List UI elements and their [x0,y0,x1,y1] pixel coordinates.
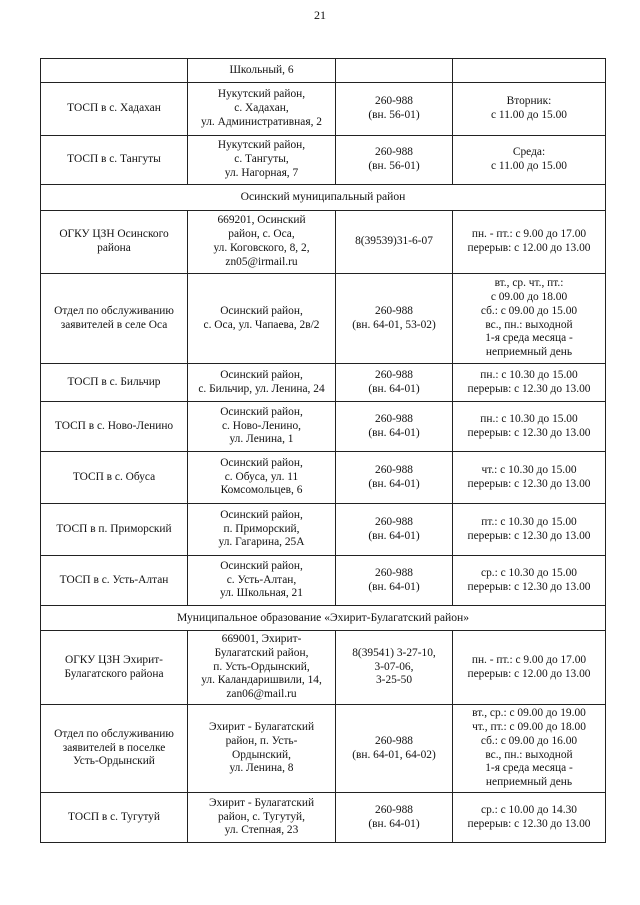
phone-cell: 260-988 (вн. 64-01) [336,793,453,843]
phone-cell: 260-988 (вн. 56-01) [336,83,453,136]
address-cell: Нукутский район, с. Тангуты, ул. Нагорная, 7 [188,136,336,185]
table-row [41,211,606,274]
office-name-cell: Отдел по обслуживанию заявителей в селе Оса [41,274,188,364]
table-row [41,274,606,364]
hours-cell: чт.: с 10.30 до 15.00 перерыв: с 12.30 до 13.00 [453,452,606,504]
phone-cell: 260-988 (вн. 64-01, 53-02) [336,274,453,364]
page-number: 21 [314,8,326,22]
address-cell: Осинский район, с. Обуса, ул. 11 Комсомольцев, 6 [188,452,336,504]
hours-cell: вт., ср. чт., пт.: с 09.00 до 18.00 сб.: с 09.00 до 15.00 вс., пн.: выходной 1-я среда месяца - неприемный день [453,274,606,364]
office-name-cell: ТОСП в с. Тугутуй [41,793,188,843]
table-row [41,402,606,452]
address-cell: Осинский район, с. Ново-Ленино, ул. Ленина, 1 [188,402,336,452]
table-row [41,556,606,606]
office-name-cell [41,59,188,83]
section-header-row [41,606,606,631]
phone-cell: 8(39539)31-6-07 [336,211,453,274]
phone-cell: 260-988 (вн. 64-01) [336,364,453,402]
phone-cell: 260-988 (вн. 64-01) [336,504,453,556]
office-name-cell: ТОСП в п. Приморский [41,504,188,556]
hours-cell: Вторник: с 11.00 до 15.00 [453,83,606,136]
office-name-cell: ТОСП в с. Ново-Ленино [41,402,188,452]
address-cell: Осинский район, с. Усть-Алтан, ул. Школьная, 21 [188,556,336,606]
hours-cell [453,59,606,83]
address-cell: Эхирит - Булагатский район, с. Тугутуй, ул. Степная, 23 [188,793,336,843]
hours-cell: Среда: с 11.00 до 15.00 [453,136,606,185]
address-cell: Осинский район, п. Приморский, ул. Гагарина, 25А [188,504,336,556]
address-cell: Осинский район, с. Бильчир, ул. Ленина, 24 [188,364,336,402]
phone-cell: 260-988 (вн. 64-01, 64-02) [336,705,453,793]
hours-cell: пн. - пт.: с 9.00 до 17.00 перерыв: с 12.00 до 13.00 [453,211,606,274]
office-name-cell: Отдел по обслуживанию заявителей в поселке Усть-Ордынский [41,705,188,793]
section-title: Осинский муниципальный район [41,185,606,211]
hours-cell: пн.: с 10.30 до 15.00 перерыв: с 12.30 до 13.00 [453,402,606,452]
table-row [41,136,606,185]
phone-cell: 260-988 (вн. 64-01) [336,556,453,606]
table-row [41,793,606,843]
section-title: Муниципальное образование «Эхирит-Булагатский район» [41,606,606,631]
office-name-cell: ТОСП в с. Бильчир [41,364,188,402]
table-row [41,364,606,402]
address-cell: Осинский район, с. Оса, ул. Чапаева, 2в/2 [188,274,336,364]
address-cell: 669201, Осинский район, с. Оса, ул. Коговского, 8, 2, zn05@irmail.ru [188,211,336,274]
office-name-cell: ТОСП в с. Хадахан [41,83,188,136]
phone-cell: 260-988 (вн. 64-01) [336,452,453,504]
phone-cell [336,59,453,83]
address-cell: Школьный, 6 [188,59,336,83]
table-row [41,631,606,705]
office-name-cell: ТОСП в с. Тангуты [41,136,188,185]
table-row [41,452,606,504]
office-name-cell: ТОСП в с. Усть-Алтан [41,556,188,606]
phone-cell: 260-988 (вн. 56-01) [336,136,453,185]
table-row [41,705,606,793]
section-header-row [41,185,606,211]
hours-cell: ср.: с 10.00 до 14.30 перерыв: с 12.30 до 13.00 [453,793,606,843]
address-cell: 669001, Эхирит- Булагатский район, п. Усть-Ордынский, ул. Каландаришвили, 14, zan06@mail.ru [188,631,336,705]
table-row [41,83,606,136]
office-name-cell: ТОСП в с. Обуса [41,452,188,504]
phone-cell: 260-988 (вн. 64-01) [336,402,453,452]
hours-cell: пт.: с 10.30 до 15.00 перерыв: с 12.30 до 13.00 [453,504,606,556]
offices-table [40,58,606,843]
hours-cell: пн. - пт.: с 9.00 до 17.00 перерыв: с 12.00 до 13.00 [453,631,606,705]
table-row [41,59,606,83]
office-name-cell: ОГКУ ЦЗН Осинского района [41,211,188,274]
address-cell: Эхирит - Булагатский район, п. Усть- Ордынский, ул. Ленина, 8 [188,705,336,793]
hours-cell: ср.: с 10.30 до 15.00 перерыв: с 12.30 до 13.00 [453,556,606,606]
phone-cell: 8(39541) 3-27-10, 3-07-06, 3-25-50 [336,631,453,705]
hours-cell: вт., ср.: с 09.00 до 19.00 чт., пт.: с 09.00 до 18.00 сб.: с 09.00 до 16.00 вс., пн.: выходной 1-я среда месяца - неприемный день [453,705,606,793]
table-row [41,504,606,556]
office-name-cell: ОГКУ ЦЗН Эхирит- Булагатского района [41,631,188,705]
address-cell: Нукутский район, с. Хадахан, ул. Административная, 2 [188,83,336,136]
hours-cell: пн.: с 10.30 до 15.00 перерыв: с 12.30 до 13.00 [453,364,606,402]
